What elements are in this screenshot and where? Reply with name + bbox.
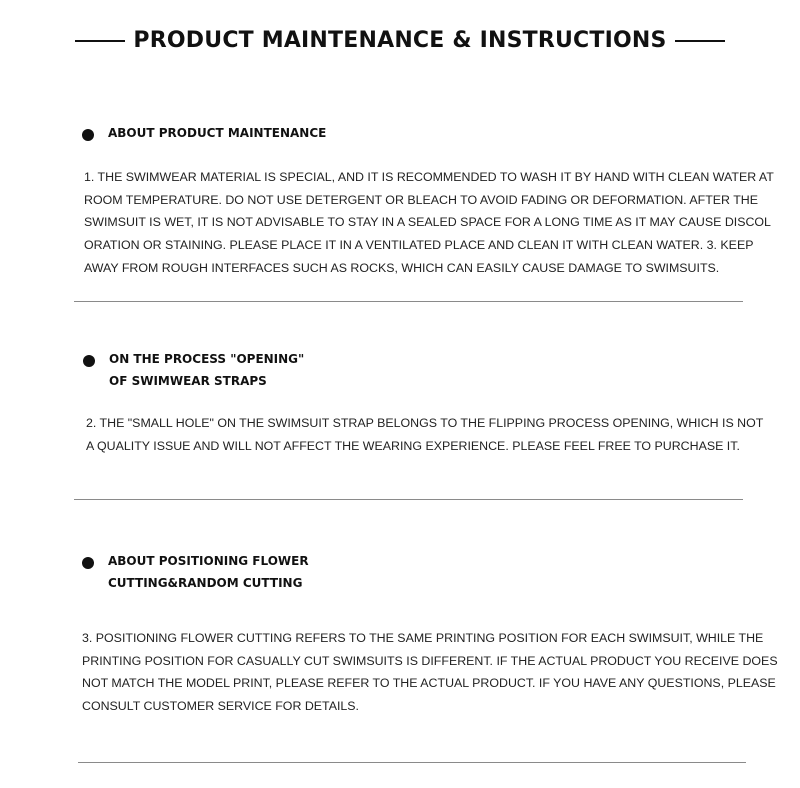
body-line: 1. THE SWIMWEAR MATERIAL IS SPECIAL, AND IT IS RECOMMENDED TO WASH IT BY HAND WITH CLEAN WATER AT bbox=[84, 170, 774, 184]
body-line: A QUALITY ISSUE AND WILL NOT AFFECT THE WEARING EXPERIENCE. PLEASE FEEL FREE TO PURCHASE IT. bbox=[86, 438, 740, 453]
body-line: SWIMSUIT IS WET, IT IS NOT ADVISABLE TO STAY IN A SEALED SPACE FOR A LONG TIME AS IT MAY CAUSE DISCOL bbox=[84, 215, 771, 230]
body-line: 3. POSITIONING FLOWER CUTTING REFERS TO THE SAME PRINTING POSITION FOR EACH SWIMSUIT, WHILE THE bbox=[82, 631, 764, 645]
section-body-strap-opening bbox=[86, 412, 763, 457]
section-divider bbox=[78, 762, 746, 763]
body-line: CONSULT CUSTOMER SERVICE FOR DETAILS. bbox=[82, 699, 360, 714]
heading-line: ABOUT PRODUCT MAINTENANCE bbox=[108, 126, 327, 140]
body-line: ROOM TEMPERATURE. DO NOT USE DETERGENT OR BLEACH TO AVOID FADING OR DEFORMATION. AFTER THE bbox=[84, 192, 758, 207]
section-heading-text bbox=[108, 122, 326, 144]
section-heading-strap-opening bbox=[83, 352, 304, 392]
page-title-text: PRODUCT MAINTENANCE & INSTRUCTIONS bbox=[133, 28, 667, 53]
bullet-dot-icon bbox=[82, 557, 94, 569]
title-left-rule bbox=[75, 40, 125, 42]
section-heading-text bbox=[109, 348, 304, 392]
section-heading-maintenance bbox=[82, 126, 326, 144]
section-body-flower-cutting bbox=[82, 627, 778, 718]
section-divider bbox=[74, 301, 743, 302]
heading-line: ON THE PROCESS "OPENING" bbox=[109, 352, 305, 366]
title-right-rule bbox=[675, 40, 725, 42]
section-heading-flower-cutting bbox=[82, 554, 309, 594]
body-line: PRINTING POSITION FOR CASUALLY CUT SWIMSUITS IS DIFFERENT. IF THE ACTUAL PRODUCT YOU RECEIVE DOES bbox=[82, 653, 778, 668]
section-body-maintenance bbox=[84, 166, 774, 280]
body-line: 2. THE "SMALL HOLE" ON THE SWIMSUIT STRAP BELONGS TO THE FLIPPING PROCESS OPENING, WHICH IS NOT bbox=[86, 416, 764, 430]
section-divider bbox=[74, 499, 743, 500]
heading-line: CUTTING&RANDOM CUTTING bbox=[108, 576, 303, 590]
bullet-dot-icon bbox=[82, 129, 94, 141]
section-heading-text bbox=[108, 550, 309, 594]
body-line: ORATION OR STAINING. PLEASE PLACE IT IN A VENTILATED PLACE AND CLEAN IT WITH CLEAN WATER. 3. KEEP bbox=[84, 238, 754, 253]
body-line: AWAY FROM ROUGH INTERFACES SUCH AS ROCKS, WHICH CAN EASILY CAUSE DAMAGE TO SWIMSUITS. bbox=[84, 260, 720, 275]
heading-line: ABOUT POSITIONING FLOWER bbox=[108, 554, 309, 568]
bullet-dot-icon bbox=[83, 355, 95, 367]
body-line: NOT MATCH THE MODEL PRINT, PLEASE REFER TO THE ACTUAL PRODUCT. IF YOU HAVE ANY QUESTIONS, PLEASE bbox=[82, 676, 776, 691]
page-title bbox=[0, 28, 800, 53]
heading-line: OF SWIMWEAR STRAPS bbox=[109, 374, 267, 388]
